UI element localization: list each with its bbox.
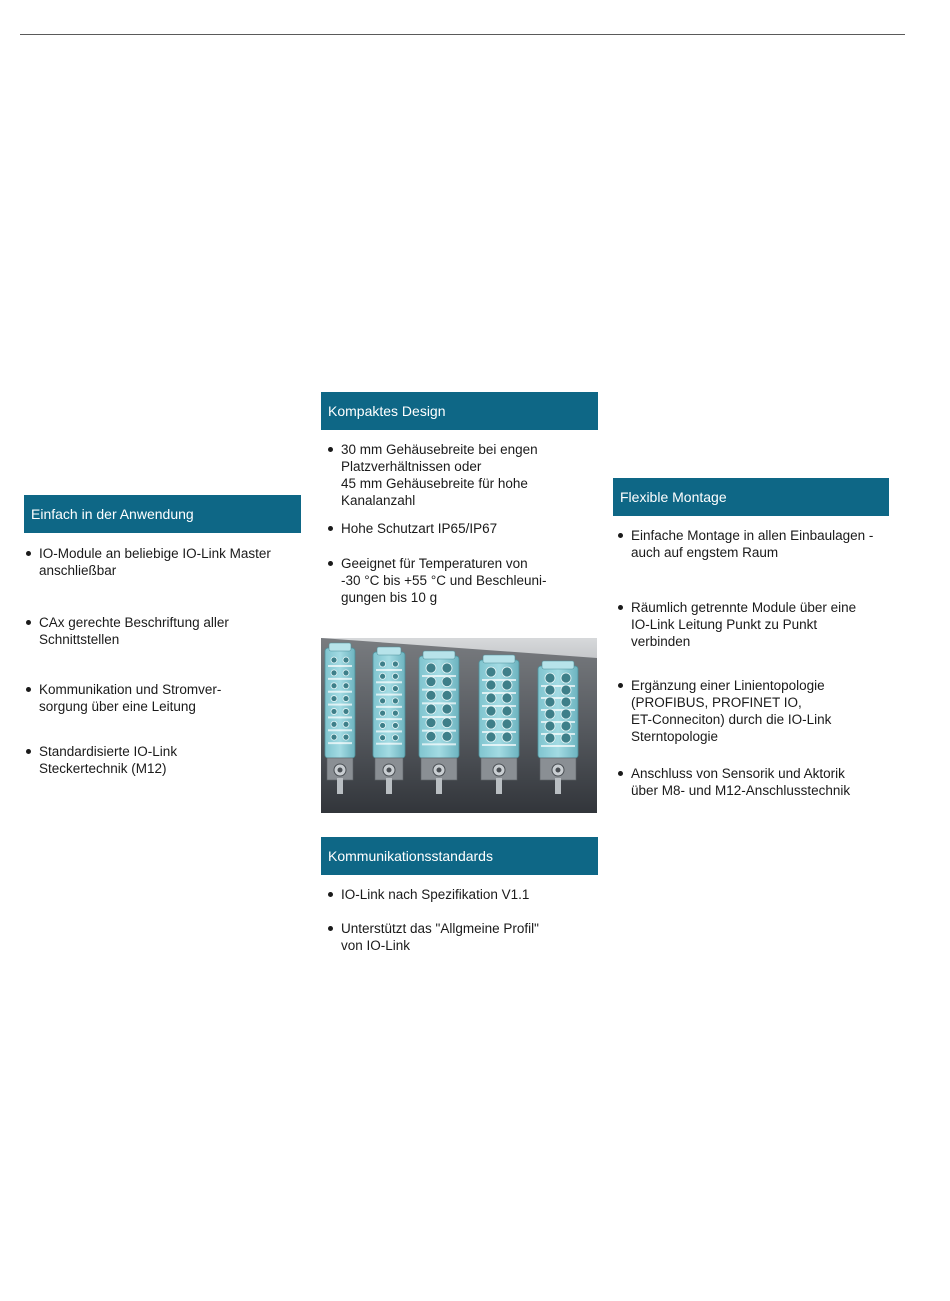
io-module: [419, 651, 459, 794]
panel-header-kompaktes-design: Kompaktes Design: [321, 392, 598, 430]
list-item: IO-Link nach Spezifikation V1.1: [327, 886, 529, 903]
list-item: Kommunikation und Stromver- sorgung über eine Leitung: [25, 681, 221, 715]
list-item: Anschluss von Sensorik und Aktorik über M8- und M12-Anschlusstechnik: [617, 765, 850, 799]
top-rule: [20, 34, 905, 35]
list-item: Unterstützt das "Allgmeine Profil" von IO-Link: [327, 920, 539, 954]
list-item: Geeignet für Temperaturen von -30 °C bis +55 °C und Beschleuni- gungen bis 10 g: [327, 555, 547, 606]
list-item: Standardisierte IO-Link Steckertechnik (M12): [25, 743, 177, 777]
list-item: Räumlich getrennte Module über eine IO-Link Leitung Punkt zu Punkt verbinden: [617, 599, 856, 650]
list-item: IO-Module an beliebige IO-Link Master anschließbar: [25, 545, 271, 579]
product-photo-io-modules: [321, 638, 597, 813]
io-module: [479, 655, 519, 794]
panel-header-kommunikationsstandards: Kommunikationsstandards: [321, 837, 598, 875]
io-module: [373, 647, 405, 794]
list-item: Einfache Montage in allen Einbaulagen - auch auf engstem Raum: [617, 527, 873, 561]
list-item: CAx gerechte Beschriftung aller Schnittstellen: [25, 614, 229, 648]
io-module: [538, 661, 578, 794]
list-item: Ergänzung einer Linientopologie (PROFIBUS, PROFINET IO, ET-Conneciton) durch die IO-Link Sterntopologie: [617, 677, 831, 745]
io-modules-illustration: [321, 638, 597, 813]
io-module: [325, 643, 355, 794]
panel-header-einfach-in-der-anwendung: Einfach in der Anwendung: [24, 495, 301, 533]
list-item: Hohe Schutzart IP65/IP67: [327, 520, 497, 537]
list-item: 30 mm Gehäusebreite bei engen Platzverhältnissen oder 45 mm Gehäusebreite für hohe Kanalanzahl: [327, 441, 538, 509]
panel-header-flexible-montage: Flexible Montage: [613, 478, 889, 516]
